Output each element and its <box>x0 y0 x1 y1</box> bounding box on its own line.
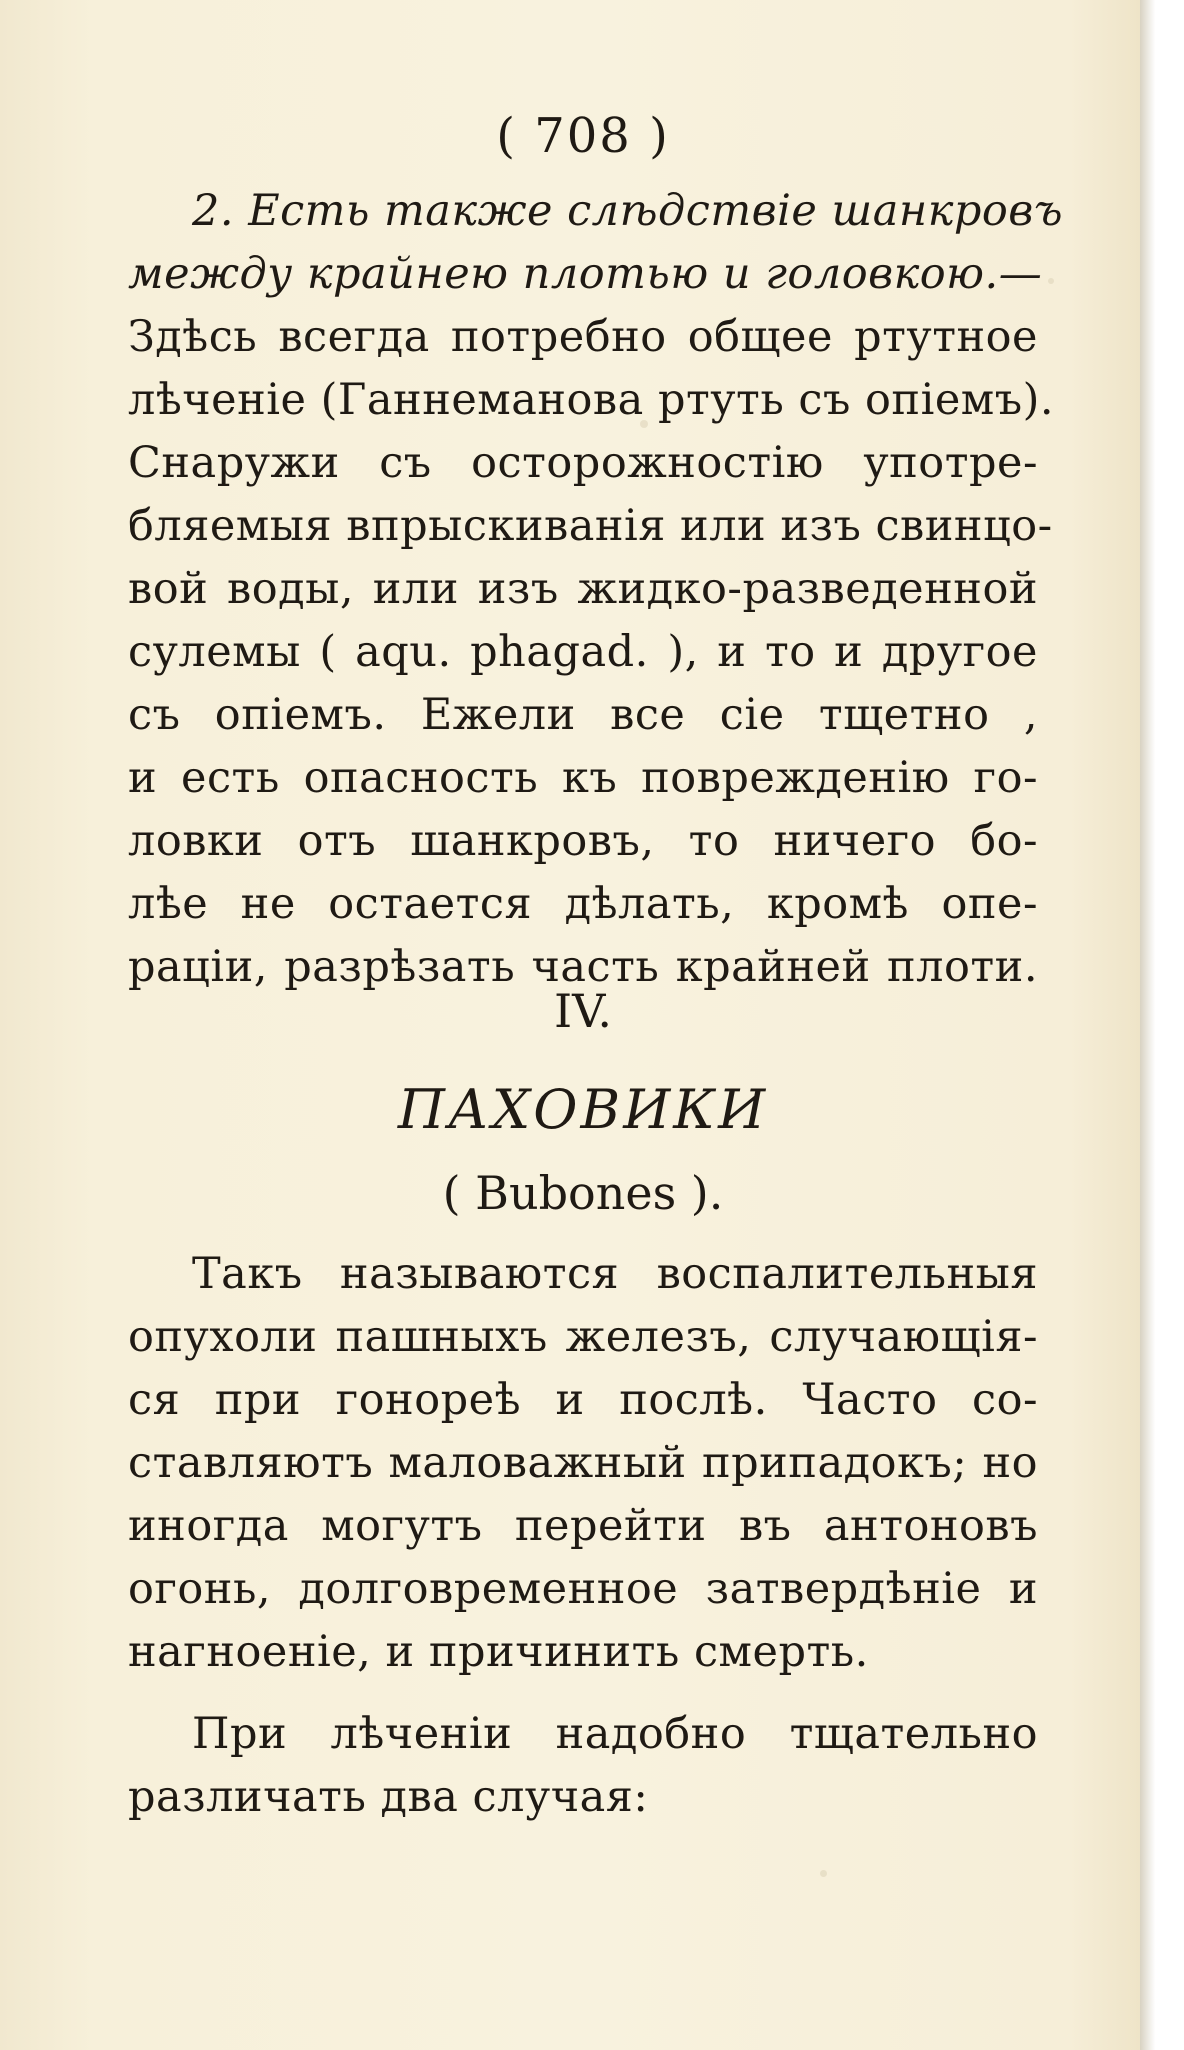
paragraph-2-line: огонь, долговременное затвердѣнiе и <box>128 1564 1038 1614</box>
paragraph-3-line: различать два случая: <box>128 1772 649 1822</box>
paragraph-1-line: съ опiемъ. Ежели все сiе тщетно , <box>128 690 1038 740</box>
section-number: IV. <box>554 984 612 1038</box>
paper-spot <box>820 1870 827 1877</box>
paragraph-2-line: опухоли пашныхъ железъ, случающiя- <box>128 1312 1038 1362</box>
paragraph-1-line: ловки отъ шанкровъ, то ничего бо- <box>128 816 1038 866</box>
paragraph-1-line: рацiи, разрѣзать часть крайней плоти. <box>128 942 1038 992</box>
section-latin-subtitle: ( Bubones ). <box>442 1166 724 1220</box>
paragraph-2-line: нагноенiе, и причинить смерть. <box>128 1627 869 1677</box>
paragraph-1-line: лѣе не остается дѣлать, кромѣ опе- <box>128 879 1038 929</box>
page-number: ( 708 ) <box>496 108 670 164</box>
paragraph-2-line: иногда могутъ перейти въ антоновъ <box>128 1501 1038 1551</box>
paragraph-1-line: между крайнею плотью и головкою.— <box>128 249 1043 299</box>
paper-spot <box>1048 278 1054 284</box>
paragraph-1-line: сулемы ( aqu. phagad. ), и то и другое <box>128 627 1038 677</box>
paragraph-1-line: бляемыя впрыскиванiя или изъ свинцо- <box>128 501 1053 551</box>
paragraph-1-line: вой воды, или изъ жидко-разведенной <box>128 564 1038 614</box>
paragraph-1-line: лѣченiе (Ганнеманова ртуть съ опiемъ). <box>128 375 1055 425</box>
paragraph-2-line: ставляютъ маловажный припадокъ; но <box>128 1438 1038 1488</box>
paragraph-1-line: и есть опасность къ поврежденiю го- <box>128 753 1038 803</box>
page-edge <box>1140 0 1162 2050</box>
paragraph-1-line: 2. Есть также слѣдствiе шанкровъ <box>192 186 1063 236</box>
paragraph-3-line: При лѣченiи надобно тщательно <box>192 1709 1038 1759</box>
section-title: ПАХОВИКИ <box>397 1078 769 1141</box>
paragraph-1-line: Снаружи съ осторожностiю употре- <box>128 438 1038 488</box>
paragraph-2-line: Такъ называются воспалительныя <box>192 1249 1038 1299</box>
paragraph-2-line: ся при гонореѣ и послѣ. Часто со- <box>128 1375 1038 1425</box>
paragraph-1-line: Здѣсь всегда потребно общее ртутное <box>128 312 1038 362</box>
